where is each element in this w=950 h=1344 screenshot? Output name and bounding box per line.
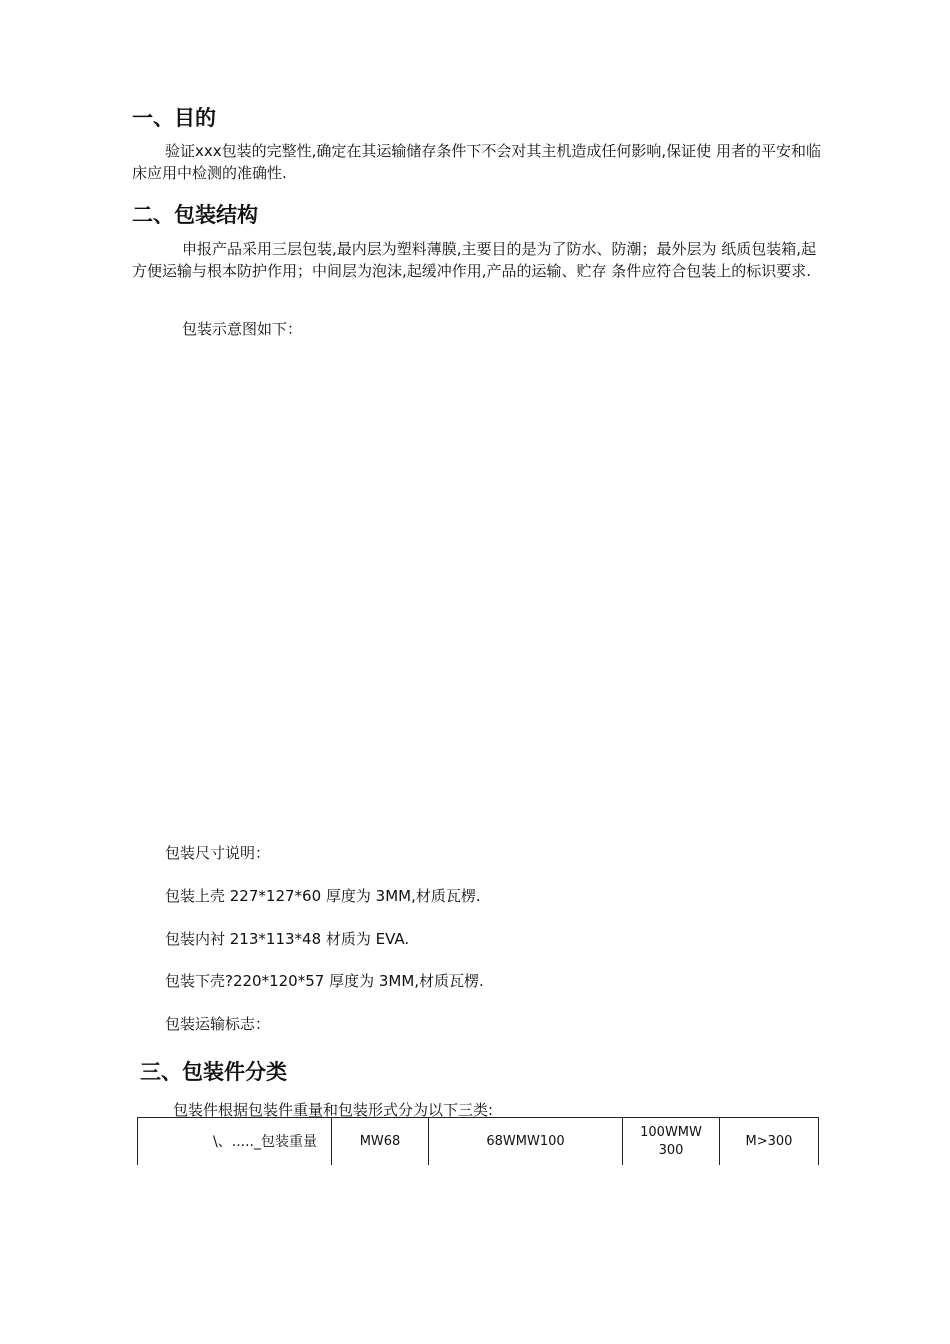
classification-heading: 三、包装件分类 [140, 1060, 287, 1084]
table-header-cell: \、....._包装重量 [138, 1118, 332, 1166]
table-header-cell: M>300 [720, 1118, 819, 1166]
diagram-caption: 包装示意图如下： [182, 320, 303, 338]
classification-table [137, 1117, 819, 1165]
inner-lining-spec: 包装内衬 213*113*48 材质为 EVA. [165, 930, 410, 948]
structure-heading: 二、包装结构 [132, 203, 258, 227]
table-header-cell: 68WMW100 [429, 1118, 623, 1166]
table-header-cell: MW68 [332, 1118, 429, 1166]
upper-shell-spec: 包装上壳 227*127*60 厚度为 3MM,材质瓦楞. [165, 887, 481, 905]
transport-marks-label: 包装运输标志： [165, 1015, 271, 1033]
table-header-row [138, 1118, 819, 1166]
classification-intro: 包装件根据包装件重量和包装形式分为以下三类: [173, 1101, 494, 1119]
table-header-cell: 100WMW 300 [623, 1118, 720, 1166]
dimensions-title: 包装尺寸说明： [165, 844, 271, 862]
lower-shell-spec: 包装下壳?220*120*57 厚度为 3MM,材质瓦楞. [165, 972, 484, 990]
purpose-body: 验证xxx包装的完整性,确定在其运输储存条件下不会对其主机造成任何影响,保证使 用者的平安和临床应用中检测的准确性. [132, 142, 821, 182]
structure-body: 申报产品采用三层包装,最内层为塑料薄膜,主要目的是为了防水、防潮；最外层为 纸质包装箱,起方便运输与根本防护作用；中间层为泡沫,起缓冲作用,产品的运输、贮存 条件应符合包装上的标识要求. [132, 240, 817, 280]
purpose-heading: 一、目的 [132, 106, 216, 130]
